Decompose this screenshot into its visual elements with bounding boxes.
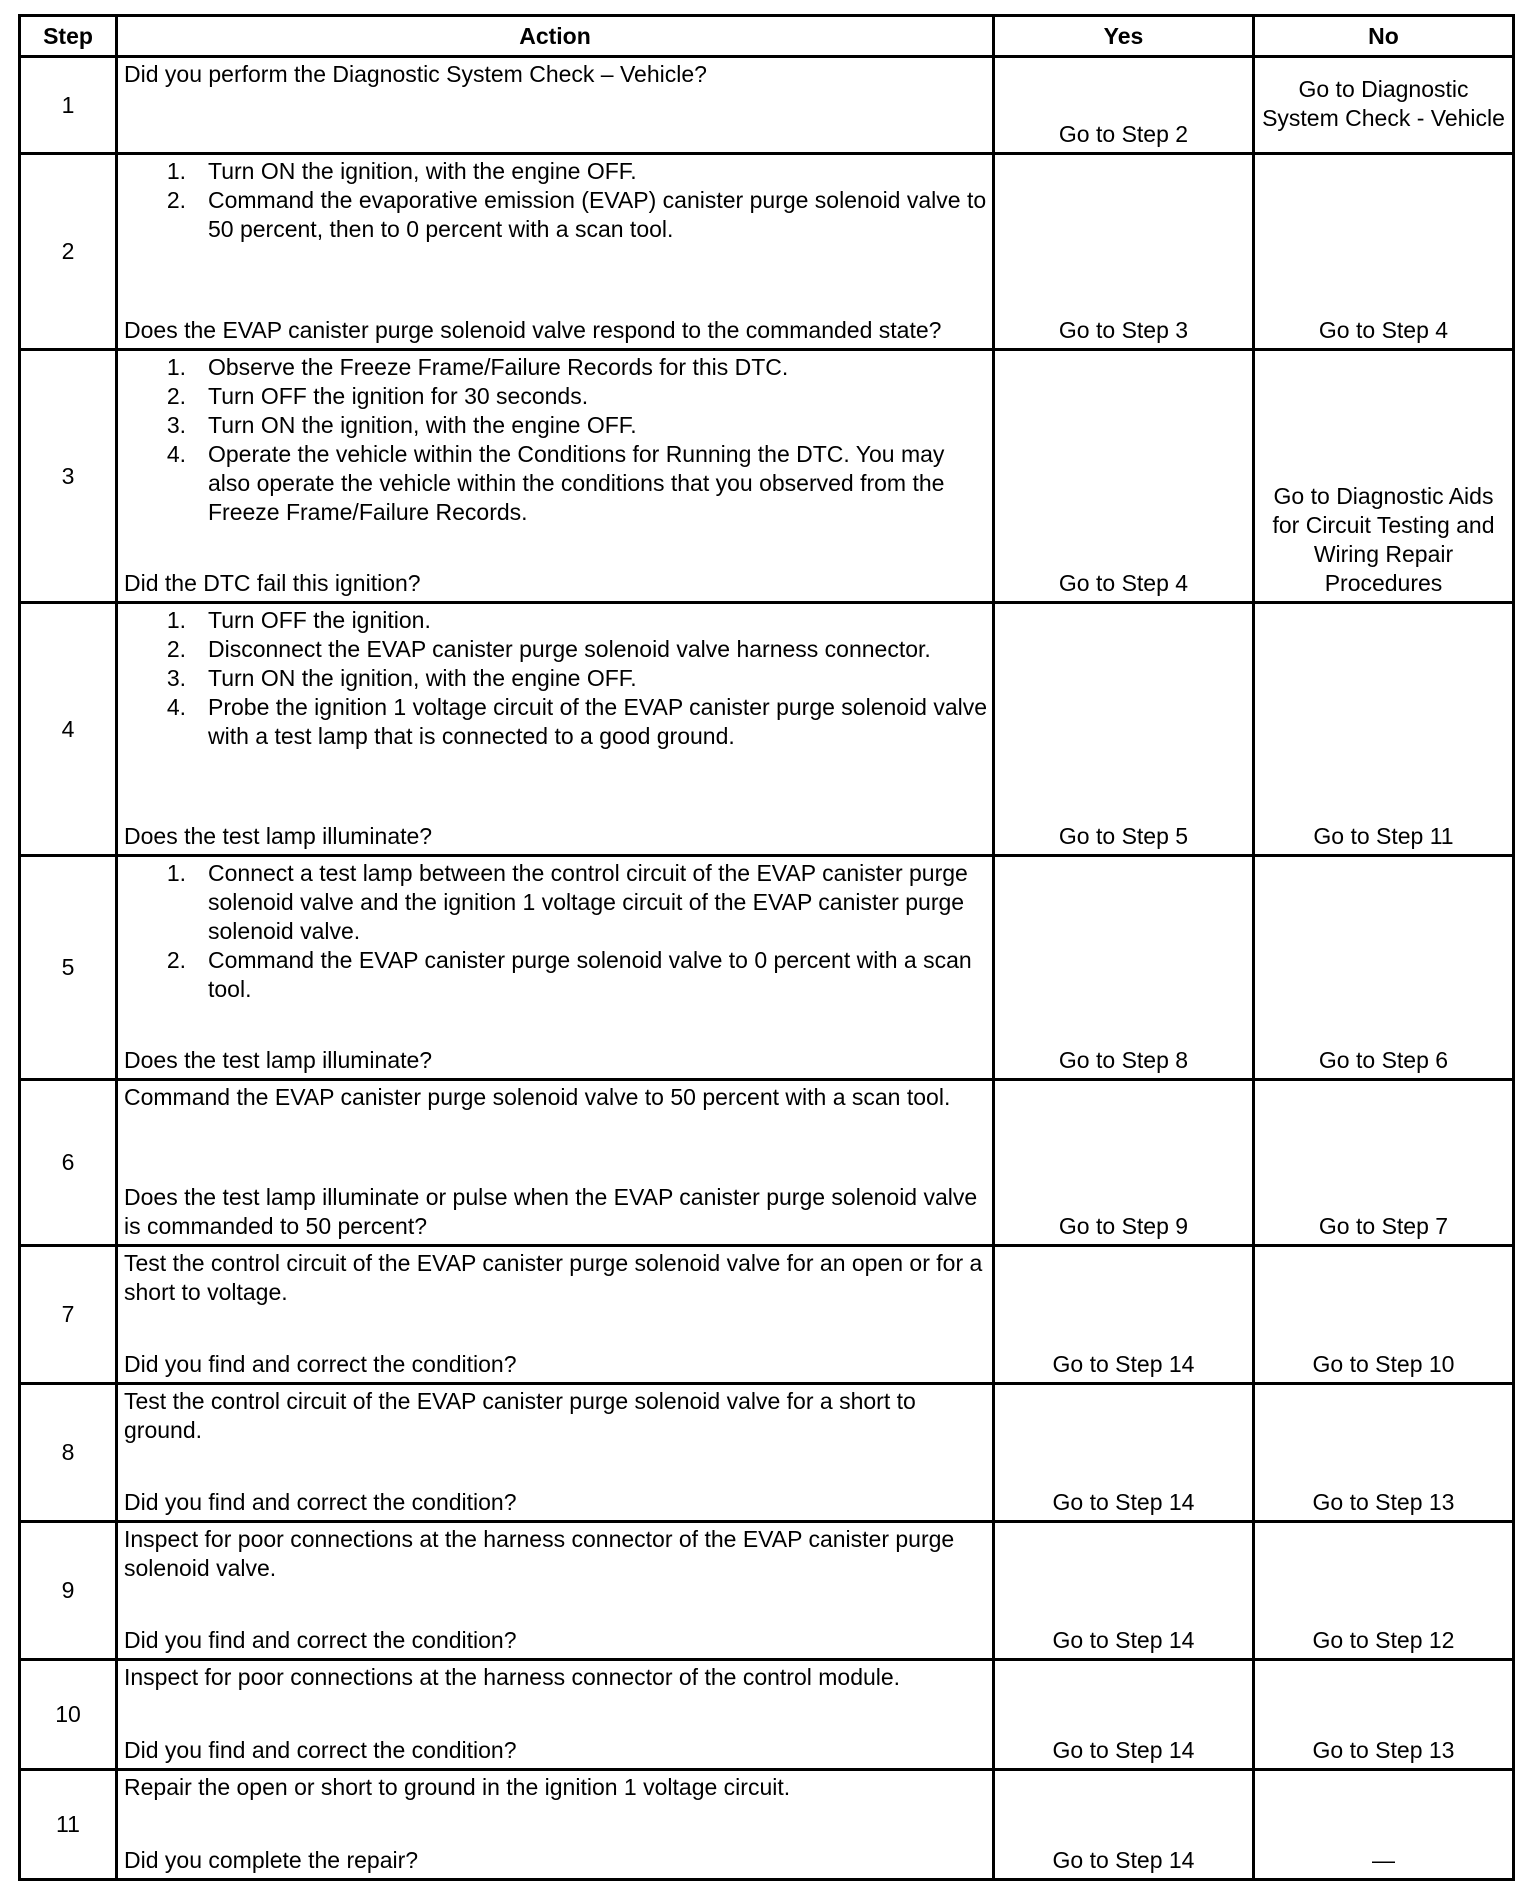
action-instructions [124,1387,988,1445]
action-instructions [124,1773,988,1802]
action-instructions [124,1525,988,1583]
table-row [20,154,1514,350]
step-number: 7 [20,1246,117,1384]
table-row [20,1770,1514,1880]
action-question: Does the EVAP canister purge solenoid valve respond to the commanded state? [124,317,942,343]
table-row [20,1522,1514,1660]
table-row [20,1660,1514,1770]
list-item-number: 3. [166,665,186,691]
list-item-text: Probe the ignition 1 voltage circuit of the EVAP canister purge solenoid valve with a test lamp that is connected to a good ground. [208,694,988,749]
header-action: Action [117,16,994,57]
table-row [20,1080,1514,1246]
list-item-text: Command the evaporative emission (EVAP) canister purge solenoid valve to 50 percent, then to 0 percent with a scan tool. [208,187,987,242]
list-item-text: Connect a test lamp between the control circuit of the EVAP canister purge solenoid valve and the ignition 1 voltage circuit of the EVAP canister purge solenoid valve. [208,860,968,944]
action-cell [117,856,994,1080]
action-instructions [124,1663,988,1692]
list-item-number: 1. [166,860,186,886]
list-item [124,157,988,186]
no-result: — [1254,1770,1514,1880]
list-item-text: Disconnect the EVAP canister purge solenoid valve harness connector. [208,636,931,662]
action-step-list [124,353,988,527]
action-step-list [124,157,988,244]
list-item-text: Turn ON the ignition, with the engine OFF. [208,158,637,184]
action-question: Does the test lamp illuminate? [124,823,433,849]
no-result: Go to Step 11 [1254,603,1514,856]
action-instructions [124,606,988,751]
action-question: Did you find and correct the condition? [124,1627,517,1653]
list-item-number: 2. [166,947,186,973]
list-item-number: 2. [166,636,186,662]
action-instructions [124,1249,988,1307]
action-step-list [124,606,988,751]
step-number: 3 [20,350,117,603]
no-result: Go to Diagnostic System Check - Vehicle [1254,57,1514,154]
action-cell [117,350,994,603]
list-item-number: 1. [166,158,186,184]
table-row [20,57,1514,154]
action-intro: Inspect for poor connections at the harness connector of the EVAP canister purge solenoid valve. [124,1526,955,1581]
yes-result: Go to Step 3 [994,154,1254,350]
list-item-number: 1. [166,607,186,633]
list-item-text: Observe the Freeze Frame/Failure Records for this DTC. [208,354,789,380]
action-question: Did you find and correct the condition? [124,1489,517,1515]
action-content [124,606,988,851]
action-question: Did you find and correct the condition? [124,1737,517,1763]
list-item [124,693,988,751]
action-content [124,1083,988,1241]
action-content [124,1387,988,1517]
header-no: No [1254,16,1514,57]
action-cell [117,1246,994,1384]
step-number: 5 [20,856,117,1080]
yes-result: Go to Step 5 [994,603,1254,856]
list-item [124,411,988,440]
action-content [124,157,988,345]
list-item [124,186,988,244]
list-item [124,606,988,635]
list-item-number: 3. [166,412,186,438]
diagnostic-table-container [18,14,1515,1881]
list-item-number: 4. [166,441,186,467]
action-content [124,60,988,149]
no-result: Go to Step 7 [1254,1080,1514,1246]
table-row [20,856,1514,1080]
no-result: Go to Step 6 [1254,856,1514,1080]
action-content [124,1663,988,1765]
action-cell [117,57,994,154]
step-number: 1 [20,57,117,154]
step-number: 2 [20,154,117,350]
action-cell [117,603,994,856]
list-item-text: Turn OFF the ignition for 30 seconds. [208,383,589,409]
header-yes: Yes [994,16,1254,57]
action-intro: Command the EVAP canister purge solenoid valve to 50 percent with a scan tool. [124,1084,951,1110]
action-intro: Repair the open or short to ground in the ignition 1 voltage circuit. [124,1774,791,1800]
action-cell [117,1660,994,1770]
action-question: Did the DTC fail this ignition? [124,570,421,596]
list-item [124,440,988,527]
diagnostic-table [18,14,1515,1881]
action-cell [117,1522,994,1660]
yes-result: Go to Step 2 [994,57,1254,154]
list-item-number: 2. [166,187,186,213]
action-question: Does the test lamp illuminate? [124,1047,433,1073]
yes-result: Go to Step 14 [994,1770,1254,1880]
no-result: Go to Step 13 [1254,1660,1514,1770]
step-number: 9 [20,1522,117,1660]
step-number: 6 [20,1080,117,1246]
action-content [124,859,988,1075]
yes-result: Go to Step 9 [994,1080,1254,1246]
no-result: Go to Step 12 [1254,1522,1514,1660]
list-item [124,859,988,946]
table-header-row [20,16,1514,57]
yes-result: Go to Step 14 [994,1660,1254,1770]
table-row [20,1246,1514,1384]
action-question: Did you perform the Diagnostic System Check – Vehicle? [124,61,707,87]
yes-result: Go to Step 8 [994,856,1254,1080]
action-cell [117,1080,994,1246]
no-result: Go to Step 13 [1254,1384,1514,1522]
list-item-number: 4. [166,694,186,720]
list-item-text: Operate the vehicle within the Conditions for Running the DTC. You may also operate the vehicle within the conditions that you observed from the Freeze Frame/Failure Records. [208,441,945,525]
step-number: 8 [20,1384,117,1522]
action-instructions [124,1083,988,1112]
list-item-text: Turn ON the ignition, with the engine OFF. [208,665,637,691]
list-item [124,664,988,693]
table-row [20,1384,1514,1522]
yes-result: Go to Step 14 [994,1384,1254,1522]
action-instructions [124,353,988,527]
action-intro: Test the control circuit of the EVAP canister purge solenoid valve for a short to ground. [124,1388,916,1443]
action-question: Did you find and correct the condition? [124,1351,517,1377]
no-result: Go to Step 4 [1254,154,1514,350]
action-content [124,1773,988,1875]
step-number: 11 [20,1770,117,1880]
action-content [124,353,988,598]
list-item [124,946,988,1004]
yes-result: Go to Step 14 [994,1246,1254,1384]
step-number: 4 [20,603,117,856]
action-question: Did you complete the repair? [124,1847,419,1873]
action-step-list [124,859,988,1004]
list-item [124,353,988,382]
table-row [20,350,1514,603]
list-item [124,382,988,411]
action-question: Does the test lamp illuminate or pulse when the EVAP canister purge solenoid valve is commanded to 50 percent? [124,1184,978,1239]
header-step: Step [20,16,117,57]
no-result: Go to Diagnostic Aids for Circuit Testing and Wiring Repair Procedures [1254,350,1514,603]
table-row [20,603,1514,856]
list-item-text: Turn ON the ignition, with the engine OFF. [208,412,637,438]
action-content [124,1525,988,1655]
action-cell [117,1384,994,1522]
action-instructions [124,859,988,1004]
action-intro: Inspect for poor connections at the harness connector of the control module. [124,1664,901,1690]
list-item-text: Command the EVAP canister purge solenoid valve to 0 percent with a scan tool. [208,947,972,1002]
yes-result: Go to Step 14 [994,1522,1254,1660]
no-result: Go to Step 10 [1254,1246,1514,1384]
list-item-number: 1. [166,354,186,380]
action-cell [117,1770,994,1880]
list-item-number: 2. [166,383,186,409]
action-intro: Test the control circuit of the EVAP canister purge solenoid valve for an open or for a short to voltage. [124,1250,983,1305]
yes-result: Go to Step 4 [994,350,1254,603]
list-item [124,635,988,664]
action-instructions [124,157,988,244]
step-number: 10 [20,1660,117,1770]
action-cell [117,154,994,350]
action-content [124,1249,988,1379]
list-item-text: Turn OFF the ignition. [208,607,431,633]
